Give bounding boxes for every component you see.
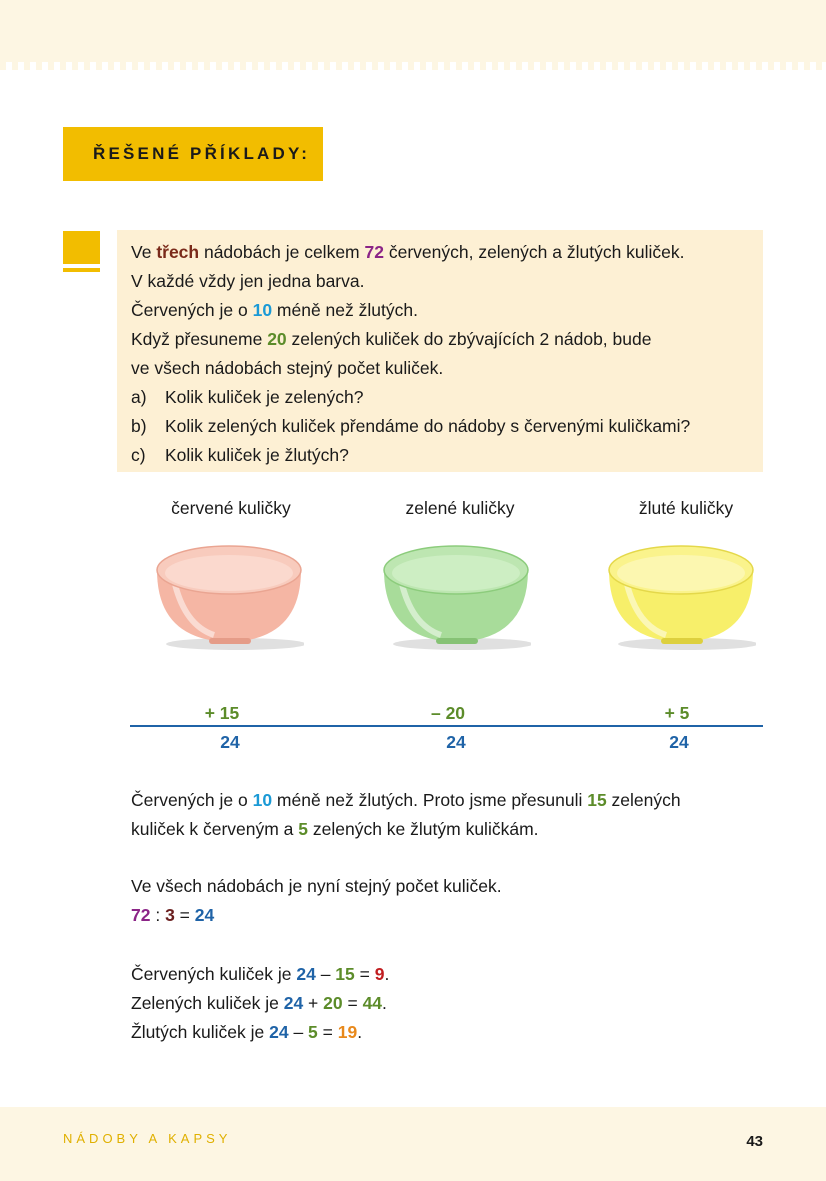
question-a: a) Kolik kuliček je zelených? — [131, 387, 364, 407]
results-paragraph — [131, 960, 389, 1047]
result-line-red: Červených kuliček je 24 – 15 = 9. — [131, 964, 390, 984]
delta-yellow: + 5 — [664, 703, 690, 723]
division-equation: 72 : 3 = 24 — [131, 905, 215, 925]
solution-paragraph: Červených je o 10 méně než žlutých. Proto jsme přesunuli 15 zelených kuliček k červeným a 5 zelených ke žlutým kuličkám. — [131, 790, 681, 839]
bowl-label-yellow: žluté kuličky — [638, 498, 734, 518]
footer-title: NÁDOBY A KAPSY — [63, 1131, 232, 1146]
task-line: Ve třech nádobách je celkem 72 červených, zelených a žlutých kuliček. — [131, 242, 685, 262]
question-b: b) Kolik zelených kuliček přendáme do nádoby s červenými kuličkami? — [131, 416, 691, 436]
question-c: c) Kolik kuliček je žlutých? — [131, 445, 349, 465]
task-box — [117, 230, 763, 472]
decorative-edge — [0, 62, 826, 74]
delta-green: – 20 — [430, 703, 466, 723]
task-marker-line — [63, 268, 100, 272]
result-red: 24 — [220, 732, 240, 752]
top-band — [0, 0, 826, 62]
green-bowl-icon — [381, 540, 531, 650]
yellow-bowl-icon — [606, 540, 756, 650]
task-line: V každé vždy jen jedna barva. — [131, 271, 365, 291]
bowl-label-red: červené kuličky — [171, 498, 291, 518]
delta-red: + 15 — [204, 703, 240, 723]
bowl-label-green: zelené kuličky — [405, 498, 515, 518]
result-line-yellow: Žlutých kuliček je 24 – 5 = 19. — [131, 1022, 363, 1042]
task-line: Červených je o 10 méně než žlutých. — [131, 300, 418, 320]
task-marker — [63, 231, 100, 264]
result-green: 24 — [446, 732, 466, 752]
result-yellow: 24 — [669, 732, 689, 752]
task-line: Když přesuneme 20 zelených kuliček do zbývajících 2 nádob, bude — [131, 329, 652, 349]
section-heading-text: ŘEŠENÉ PŘÍKLADY: — [93, 144, 311, 163]
section-heading — [63, 127, 323, 181]
divider-line — [130, 725, 763, 727]
result-line-green: Zelených kuliček je 24 + 20 = 44. — [131, 993, 387, 1013]
page-number: 43 — [746, 1133, 763, 1150]
red-bowl-icon — [154, 540, 304, 650]
equal-count-paragraph: Ve všech nádobách je nyní stejný počet kuliček. 72 : 3 = 24 — [131, 872, 502, 930]
task-line: ve všech nádobách stejný počet kuliček. — [131, 358, 444, 378]
